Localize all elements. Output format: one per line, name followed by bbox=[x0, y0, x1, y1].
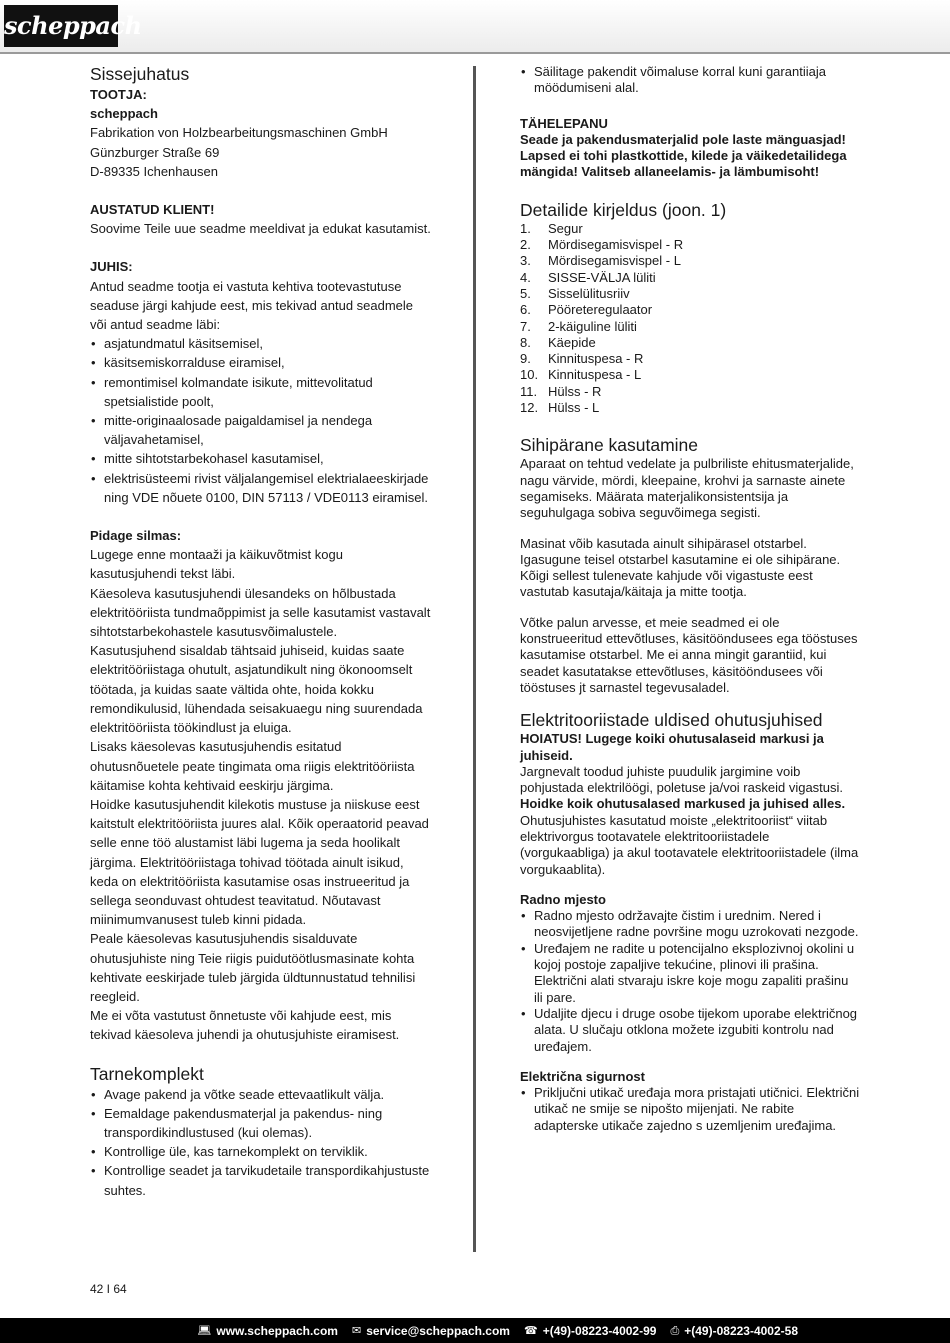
part-name: Pööreteregulaator bbox=[548, 302, 653, 318]
notice-label: JUHIS: bbox=[90, 259, 133, 275]
part-number: 7. bbox=[520, 318, 531, 334]
part-item bbox=[520, 221, 860, 237]
paragraph: Võtke palun arvesse, et meie seadmed ei ole konstrueeritud ettevõtluses, käsitööndusees ega tööstuses kasutamise otstarbel. Me ei anna mingit garantiid, kui seadet kasutatakse ettevõtluses, käsitööndusees või tööstuses jt sarnastel tegevusaladel. bbox=[520, 614, 858, 695]
attention-text: Seade ja pakendusmaterjalid pole laste mänguasjad! Lapsed ei tohi plastkottide, kilede ja väikedetailidega mängida! Valitseb allaneelamis- ja lämbumisoht! bbox=[520, 131, 847, 180]
dear-customer-text: Soovime Teile uue seadme meeldivat ja edukat kasutamist. bbox=[90, 221, 431, 237]
part-item bbox=[520, 253, 860, 269]
website-text: www.scheppach.com bbox=[216, 1323, 338, 1338]
parts-list bbox=[520, 221, 860, 417]
manufacturer-name: scheppach bbox=[90, 106, 158, 122]
part-item bbox=[520, 237, 860, 253]
paragraph: Jargnevalt toodud juhiste puudulik jargimine voib pohjustada elektrilöögi, poletuse ja/voi raskeid vigastusi. bbox=[520, 763, 844, 796]
website-contact[interactable] bbox=[197, 1324, 338, 1338]
address-line: Fabrikation von Holzbearbeitungsmaschinen GmbH bbox=[90, 125, 388, 141]
part-item bbox=[520, 319, 860, 335]
part-name: 2-käiguline lüliti bbox=[548, 318, 637, 334]
part-number: 6. bbox=[520, 302, 531, 318]
list-item: • Uređajem ne radite u potencijalno eksplozivnoj okolini u kojoj postoje zapaljive tekućine, plinovi ili prašina. Električni alati stvaraju iskre koje mogu zapaliti prašinu ili pare. bbox=[520, 941, 860, 1006]
part-name: Segur bbox=[548, 220, 583, 236]
list-item: • käsitsemiskorralduse eiramisel, bbox=[90, 353, 432, 372]
part-number: 4. bbox=[520, 269, 531, 285]
phone-text: +(49)-08223-4002-99 bbox=[542, 1323, 657, 1338]
workplace-list bbox=[520, 908, 860, 1055]
paragraph: Kasutusjuhend sisaldab tähtsaid juhiseid, kuidas saate elektritööriistaga ohutult, asjatundikult ning ökonoomselt töötada, ja kuidas saate vältida ohte, hoida kokku remondikulusid, lühendada seisakuaegu ning suurendada elektritööriista töökindlust ja eluiga. bbox=[90, 643, 423, 736]
part-name: Kinnituspesa - R bbox=[548, 351, 644, 367]
envelope-icon: ✉ bbox=[351, 1324, 362, 1337]
part-name: Sisselülitusriiv bbox=[548, 285, 630, 301]
safety-keep-note: Hoidke koik ohutusalased markused ja juhised alles. bbox=[520, 796, 846, 812]
address-line: Günzburger Straße 69 bbox=[90, 144, 220, 160]
part-item bbox=[520, 335, 860, 351]
list-item: • Priključni utikač uređaja mora pristajati utičnici. Električni utikač ne smije se nipošto mijenjati. Ne rabite adapterske utikače zajedno s uzemljenim uređajima. bbox=[520, 1085, 860, 1134]
part-name: Hülss - R bbox=[548, 383, 602, 399]
part-number: 12. bbox=[520, 400, 539, 416]
attention-label: TÄHELEPANU bbox=[520, 115, 608, 131]
part-item bbox=[520, 400, 860, 416]
part-number: 10. bbox=[520, 367, 539, 383]
part-name: Mördisegamisvispel - L bbox=[548, 253, 681, 269]
part-item bbox=[520, 384, 860, 400]
list-item: • Eemaldage pakendusmaterjal ja pakendus- ning transpordikindlustused (kui olemas). bbox=[90, 1104, 432, 1142]
page-header bbox=[0, 0, 950, 54]
paragraph: Aparaat on tehtud vedelate ja pulbriliste ehitusmaterjalide, nagu värvide, mördi, kleepaine, krohvi ja sarnaste ainete segamiseks. Määrata materjalikonsistentsija ja seguhulgaga sobiva seguvõimega segisti. bbox=[520, 456, 854, 521]
paragraph: Me ei võta vastutust õnnetuste või kahjude eest, mis tekivad käesoleva juhendi ja ohutusjuhiste eiramisest. bbox=[90, 1008, 400, 1043]
electrical-safety-title: Električna sigurnost bbox=[520, 1068, 645, 1084]
part-number: 2. bbox=[520, 237, 531, 253]
part-number: 9. bbox=[520, 351, 531, 367]
page-number: 42 I 64 bbox=[90, 1282, 127, 1296]
paragraph: Masinat võib kasutada ainult sihipärasel otstarbel. Igasugune teisel otstarbel kasutamine ei ole sihipärane. Kõigi sellest tulenevate kahjude või vigastuste eest vastutab kasutaja/käitaja ja mitte tootja. bbox=[520, 535, 841, 600]
intro-title: Sissejuhatus bbox=[90, 64, 190, 84]
list-item: • Avage pakend ja võtke seade ettevaatlikult välja. bbox=[90, 1085, 432, 1104]
right-column bbox=[520, 64, 860, 1134]
computer-icon: 💻︎ bbox=[197, 1324, 212, 1337]
list-item: • mitte-originaalosade paigaldamisel ja nendega väljavahetamisel, bbox=[90, 411, 432, 449]
part-name: SISSE-VÄLJA lüliti bbox=[548, 269, 656, 285]
paragraph: Ohutusjuhistes kasutatud moiste „elektritooriist“ viitab elektrivorgus tootavatele elektritooriistadele (vorgukaabliga) ja akul tootavatele elektritooriistadele (ilma vorgukaablita). bbox=[520, 812, 859, 877]
fax-contact[interactable] bbox=[670, 1324, 798, 1338]
storage-list bbox=[520, 64, 860, 97]
part-number: 8. bbox=[520, 334, 531, 350]
list-item: • elektrisüsteemi rivist väljalangemisel elektrialaeeskirjade ning VDE nõuete 0100, DIN 57113 / VDE0113 eiramisel. bbox=[90, 469, 432, 507]
paragraph: Peale käesolevas kasutusjuhendis sisalduvate ohutusjuhiste ning Teie riigis puidutöötlusmasinate kohta kehtivate eeskirjade tuleb järgida üldtunnustatud tehnilisi reegleid. bbox=[90, 931, 416, 1004]
intended-use-title: Sihipärane kasutamine bbox=[520, 435, 699, 456]
part-item bbox=[520, 302, 860, 318]
part-number: 11. bbox=[520, 383, 538, 399]
part-item bbox=[520, 270, 860, 286]
delivery-title: Tarnekomplekt bbox=[90, 1063, 204, 1084]
delivery-list bbox=[90, 1085, 432, 1200]
paragraph: Käesoleva kasutusjuhendi ülesandeks on hõlbustada elektritööriista tundmaõppimist ja selle kasutamist vastavalt sihtotstarbekohastele kasutusvõimalustele. bbox=[90, 585, 431, 640]
list-item: • Kontrollige seadet ja tarvikudetaile transpordikahjustuste suhtes. bbox=[90, 1161, 432, 1199]
part-number: 3. bbox=[520, 253, 531, 269]
manufacturer-label: TOOTJA: bbox=[90, 87, 147, 102]
dear-customer-label: AUSTATUD KLIENT! bbox=[90, 202, 215, 218]
part-number: 1. bbox=[520, 220, 531, 236]
address-line: D-89335 Ichenhausen bbox=[90, 163, 218, 179]
list-item: • Kontrollige üle, kas tarnekomplekt on terviklik. bbox=[90, 1142, 432, 1161]
paragraph: Lugege enne montaaži ja käikuvõtmist kogu kasutusjuhendi tekst läbi. bbox=[90, 547, 343, 582]
scheppach-logo: scheppach bbox=[4, 5, 118, 47]
list-item: • Radno mjesto održavajte čistim i urednim. Nered i neosvijetljene radne površine mogu uzrokovati nezgode. bbox=[520, 908, 860, 941]
part-name: Hülss - L bbox=[548, 400, 600, 416]
paragraph: Lisaks käesolevas kasutusjuhendis esitatud ohutusnõuetele peate tingimata oma riigis elektritööriista käitamise kohta kehtivaid eeskirju järgima. bbox=[90, 739, 415, 793]
paragraph: Hoidke kasutusjuhendit kilekotis mustuse ja niiskuse eest kaitstult elektritööriista juures alal. Kõik operaatorid peavad selle enne töö alustamist läbi lugema ja seda hoolikalt järgima. Elektritööriistaga tohivad töötada ainult isikud, keda on elektritööriista kasutamise osas instrueeritud ja sellega seonduvast ohtudest teavitatud. Nõutavast miinimumvanusest tuleb kinni pidada. bbox=[90, 796, 429, 928]
list-item: • mitte sihtotstarbekohasel kasutamisel, bbox=[90, 449, 432, 468]
safety-title: Elektritooriistade uldised ohutusjuhised bbox=[520, 710, 823, 731]
list-item: • Udaljite djecu i druge osobe tijekom uporabe električnog alata. U slučaju otklona možete izgubiti kontrolu nad uređajem. bbox=[520, 1006, 860, 1055]
phone-icon: ☎ bbox=[523, 1324, 538, 1337]
part-item bbox=[520, 351, 860, 367]
list-item: • remontimisel kolmandate isikute, mittevolitatud spetsialistide poolt, bbox=[90, 373, 432, 411]
liability-list bbox=[90, 334, 432, 507]
contact-footer bbox=[0, 1318, 950, 1343]
column-divider bbox=[473, 66, 476, 1252]
details-title: Detailide kirjeldus (joon. 1) bbox=[520, 199, 727, 220]
electrical-safety-list bbox=[520, 1085, 860, 1134]
safety-warning: HOIATUS! Lugege koiki ohutusalaseid markusi ja juhiseid. bbox=[520, 731, 824, 763]
email-text: service@scheppach.com bbox=[366, 1323, 510, 1338]
list-item: • Säilitage pakendit võimaluse korral kuni garantiiaja möödumiseni alal. bbox=[520, 64, 860, 97]
phone-contact[interactable] bbox=[524, 1324, 656, 1338]
fax-icon: ⎙ bbox=[670, 1323, 680, 1337]
left-column bbox=[90, 64, 432, 1200]
workplace-title: Radno mjesto bbox=[520, 891, 606, 907]
part-name: Mördisegamisvispel - R bbox=[548, 237, 684, 253]
part-name: Kinnituspesa - L bbox=[548, 367, 642, 383]
list-item: • asjatundmatul käsitsemisel, bbox=[90, 334, 432, 353]
part-item bbox=[520, 286, 860, 302]
part-name: Käepide bbox=[548, 334, 596, 350]
email-contact[interactable] bbox=[352, 1324, 510, 1338]
notice-text: Antud seadme tootja ei vastuta kehtiva tootevastutuse seaduse järgi kahjude eest, mis tekivad antud seadmele või antud seadme läbi: bbox=[90, 278, 414, 333]
part-number: 5. bbox=[520, 285, 531, 301]
attention-label: Pidage silmas: bbox=[90, 528, 182, 544]
part-item bbox=[520, 367, 860, 383]
fax-text: +(49)-08223-4002-58 bbox=[684, 1323, 798, 1338]
